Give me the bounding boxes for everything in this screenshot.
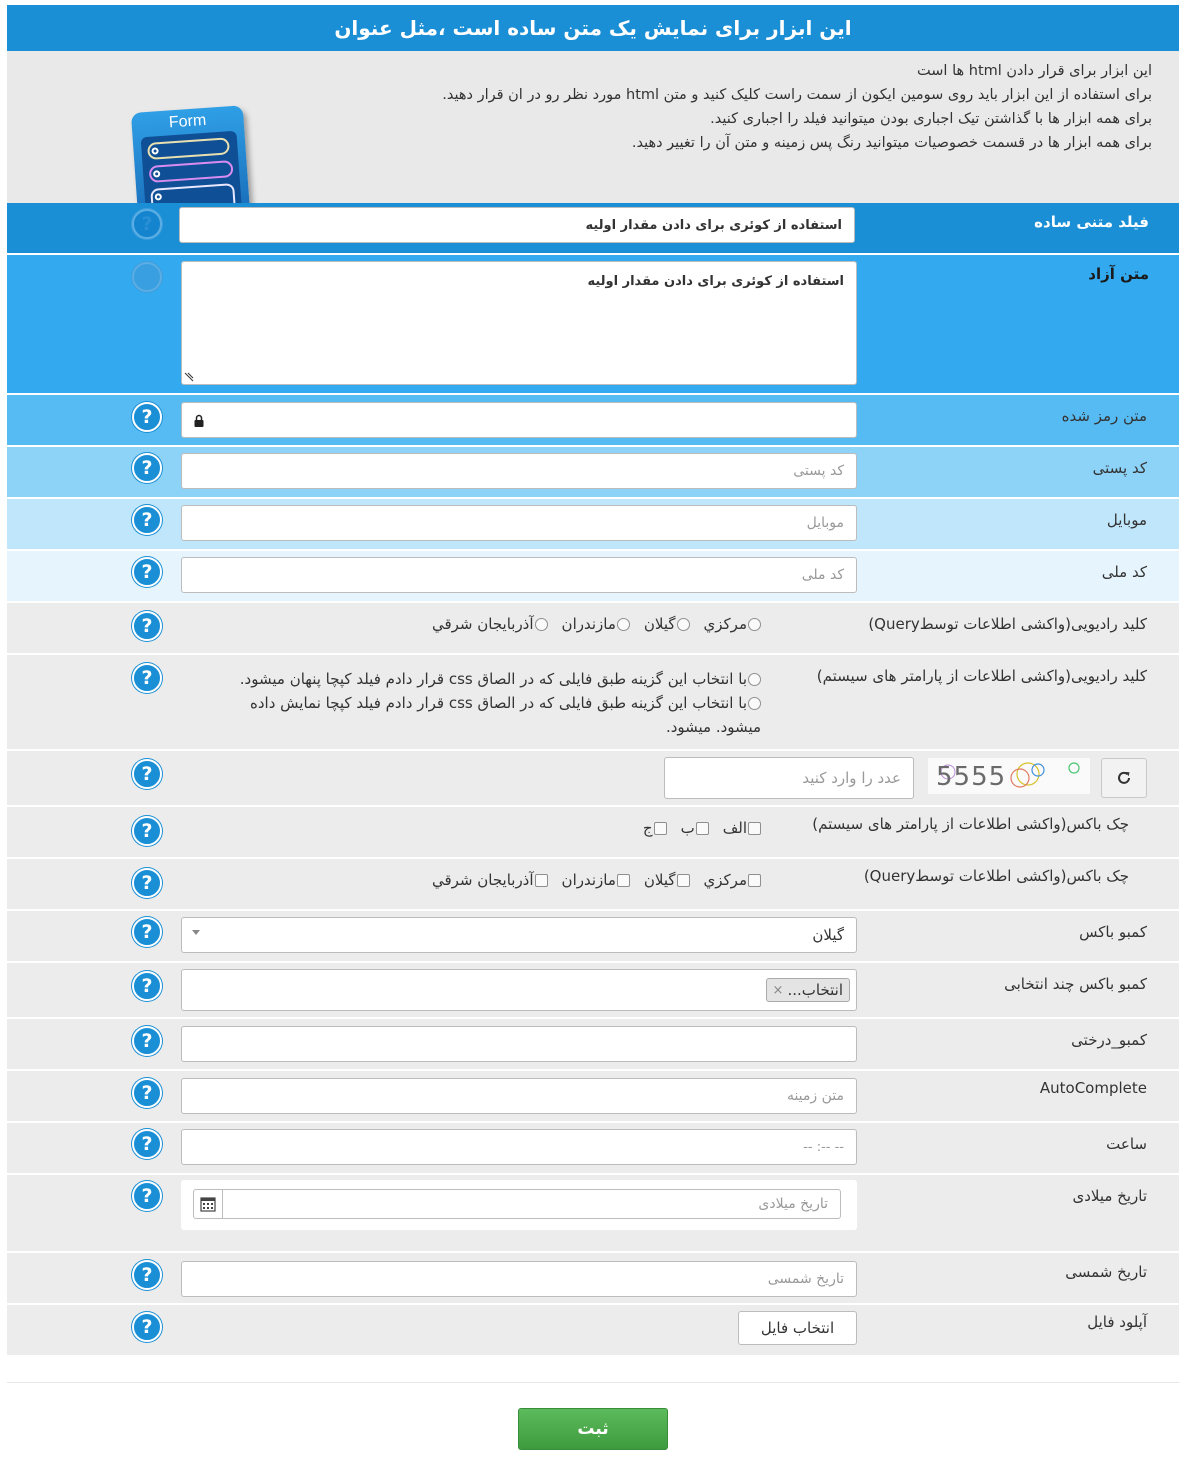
radio-option[interactable] (562, 615, 630, 633)
help-icon[interactable]: ? (132, 971, 162, 1001)
checkbox-option-label: آذربايجان شرقي (431, 871, 534, 889)
row-national-code (7, 551, 1179, 603)
field-label: موبایل (1106, 511, 1147, 529)
help-icon[interactable]: ? (132, 557, 162, 587)
resize-handle-icon[interactable] (183, 371, 195, 383)
checkbox[interactable] (535, 874, 548, 887)
captcha-refresh-button[interactable] (1101, 758, 1147, 798)
mobile-input[interactable]: موبایل (181, 505, 857, 541)
radio-option[interactable] (704, 615, 761, 633)
checkbox-option[interactable] (644, 871, 690, 889)
checkbox-option[interactable] (643, 819, 667, 837)
checkbox-option[interactable] (723, 819, 761, 837)
help-icon[interactable]: ? (132, 1026, 162, 1056)
help-icon[interactable]: ? (132, 402, 162, 432)
form-frame (7, 5, 1179, 1357)
row-checkbox-query (7, 859, 1179, 911)
chevron-down-icon (192, 930, 200, 935)
help-icon[interactable]: ? (132, 1181, 162, 1211)
intro-text (372, 59, 1152, 155)
row-password (7, 395, 1179, 447)
date-picker-wrapper (181, 1180, 857, 1230)
checkbox[interactable] (696, 822, 709, 835)
row-radio-system (7, 655, 1179, 751)
radio-option-label: مرکزي (703, 615, 747, 633)
row-postal-code (7, 447, 1179, 499)
radio-option-label: گيلان (643, 615, 676, 633)
calendar-button[interactable] (193, 1189, 223, 1219)
row-combo (7, 911, 1179, 963)
checkbox-option[interactable] (704, 871, 761, 889)
field-label: فیلد متنی ساده (1034, 213, 1149, 231)
captcha-code: 5555 (936, 762, 1007, 792)
logo-field-icon (147, 137, 230, 160)
field-label: کلید رادیویی(واکشی اطلاعات توسطQuery) (868, 615, 1147, 633)
calendar-icon (200, 1196, 216, 1212)
radio-button[interactable] (748, 673, 761, 686)
multi-combo-select[interactable] (181, 969, 857, 1011)
row-gregorian-date (7, 1175, 1179, 1253)
combo-selected-value: گیلان (812, 926, 844, 944)
checkbox-group-system (629, 819, 761, 837)
help-icon[interactable]: ? (132, 505, 162, 535)
combo-select[interactable] (181, 917, 857, 953)
free-text-area[interactable]: استفاده از کوئری برای دادن مقدار اولیه (181, 261, 857, 385)
row-autocomplete (7, 1071, 1179, 1123)
checkbox[interactable] (748, 874, 761, 887)
intro-line: برای همه ابزار ها با گذاشتن تیک اجباری بودن میتوانید فیلد را اجباری کنید. (710, 111, 1152, 127)
radio-option[interactable] (191, 691, 761, 715)
checkbox-option[interactable] (562, 871, 630, 889)
intro-line: برای همه ابزار ها در قسمت خصوصیات میتوانید رنگ پس زمینه و متن آن را تغییر دهید. (631, 135, 1152, 151)
field-label: متن آزاد (1088, 265, 1149, 283)
captcha-input[interactable]: عدد را وارد کنید (664, 757, 914, 799)
row-tree-combo (7, 1019, 1179, 1071)
gregorian-date-input[interactable]: تاریخ میلادی (221, 1189, 841, 1219)
checkbox-option-label: مرکزي (703, 871, 747, 889)
field-label: متن رمز شده (1061, 407, 1147, 425)
row-mobile (7, 499, 1179, 551)
radio-option-label: با انتخاب این گزینه طبق فایلی که در الصاق css قرار دادم فیلد کپچا پنهان میشود. (239, 670, 747, 688)
field-label: کمبو_درختی (1071, 1031, 1147, 1049)
national-code-input[interactable]: کد ملی (181, 557, 857, 593)
time-placeholder: -- :-- -- (803, 1139, 844, 1155)
close-icon[interactable]: × (772, 982, 784, 998)
help-icon[interactable]: ? (132, 917, 162, 947)
field-label: کد پستی (1092, 459, 1147, 477)
help-icon[interactable]: ? (132, 816, 162, 846)
lock-icon (194, 414, 204, 427)
radio-option[interactable] (432, 615, 548, 633)
row-multi-combo (7, 963, 1179, 1019)
field-label: چک باکس(واکشی اطلاعات توسطQuery) (863, 867, 1129, 885)
radio-option-label: آذربايجان شرقي (431, 615, 534, 633)
row-captcha (7, 751, 1179, 807)
radio-button[interactable] (535, 618, 548, 631)
field-label: کمبو باکس (1079, 923, 1147, 941)
choose-file-button[interactable]: انتخاب فایل (738, 1311, 857, 1345)
field-label: کلید رادیویی(واکشی اطلاعات از پارامتر های سیستم) (816, 667, 1147, 685)
field-label: تاریخ شمسی (1065, 1263, 1147, 1281)
time-input[interactable] (181, 1129, 857, 1165)
checkbox-option-label: گيلان (643, 871, 676, 889)
checkbox-option-label: الف (722, 819, 747, 837)
divider (7, 1382, 1179, 1383)
row-simple-text (7, 203, 1179, 255)
refresh-icon (1116, 770, 1132, 786)
help-icon[interactable]: ? (132, 611, 162, 641)
row-time (7, 1123, 1179, 1175)
help-icon[interactable]: ? (132, 209, 162, 239)
checkbox-option[interactable] (432, 871, 548, 889)
checkbox-group-query (418, 871, 761, 889)
radio-option[interactable] (644, 615, 690, 633)
row-radio-query (7, 603, 1179, 655)
radio-group-query (418, 615, 761, 633)
simple-text-input[interactable]: استفاده از کوئری برای دادن مقدار اولیه (179, 207, 855, 243)
autocomplete-input[interactable]: متن زمینه (181, 1078, 857, 1114)
checkbox-option-label: مازندران (561, 871, 616, 889)
checkbox-option-label: ج (642, 819, 653, 837)
row-shamsi-date (7, 1253, 1179, 1305)
radio-button[interactable] (748, 618, 761, 631)
help-icon[interactable]: ? (132, 759, 162, 789)
form-logo-text: Form (168, 111, 207, 132)
help-icon[interactable]: ? (132, 1312, 162, 1342)
radio-option-label: با انتخاب این گزینه طبق فایلی که در الصاق css قرار دادم فیلد کپچا نمایش داده (250, 694, 747, 712)
captcha-image (928, 758, 1090, 794)
intro-line: برای استفاده از این ابزار باید روی سومین ایکون از سمت راست کلیک کنید و متن html مورد نظر رو در ان قرار دهید. (442, 87, 1152, 103)
help-icon[interactable]: ? (132, 262, 162, 292)
radio-button[interactable] (677, 618, 690, 631)
help-icon[interactable]: ? (132, 868, 162, 898)
radio-option-label: میشود. میشود. (665, 718, 761, 736)
password-input[interactable] (181, 402, 857, 438)
help-icon[interactable]: ? (132, 663, 162, 693)
field-label: ساعت (1106, 1135, 1147, 1153)
field-label: تاریخ میلادی (1072, 1187, 1147, 1205)
postal-code-input[interactable]: کد پستی (181, 453, 857, 489)
row-file-upload (7, 1305, 1179, 1357)
help-icon[interactable]: ? (132, 1260, 162, 1290)
radio-option[interactable] (191, 667, 761, 691)
help-icon[interactable]: ? (132, 1078, 162, 1108)
selected-tag[interactable] (766, 978, 850, 1002)
radio-group-system (191, 667, 761, 739)
radio-option-label: مازندران (561, 615, 616, 633)
checkbox-option[interactable] (681, 819, 709, 837)
page-title: این ابزار برای نمایش یک متن ساده است ،مثل عنوان (7, 5, 1179, 51)
checkbox-option-label: ب (680, 819, 695, 837)
help-icon[interactable]: ? (132, 1129, 162, 1159)
intro-panel (7, 51, 1179, 203)
checkbox[interactable] (677, 874, 690, 887)
field-label: آپلود فایل (1087, 1313, 1147, 1331)
field-label: کمبو باکس چند انتخابی (1004, 975, 1147, 993)
selected-tag-label: انتخاب... (787, 981, 843, 999)
field-label: کد ملی (1101, 563, 1147, 581)
field-label: AutoComplete (1039, 1079, 1147, 1097)
checkbox[interactable] (654, 822, 667, 835)
checkbox[interactable] (748, 822, 761, 835)
row-checkbox-system (7, 807, 1179, 859)
radio-button[interactable] (617, 618, 630, 631)
logo-field-icon (149, 160, 234, 183)
submit-button[interactable]: ثبت (518, 1408, 668, 1450)
shamsi-date-input[interactable]: تاریخ شمسی (181, 1261, 857, 1297)
intro-line: این ابزار برای قرار دادن html ها است (917, 63, 1152, 79)
field-label: چک باکس(واکشی اطلاعات از پارامتر های سیستم) (812, 815, 1129, 833)
radio-button[interactable] (748, 697, 761, 710)
row-free-text (7, 255, 1179, 395)
help-icon[interactable]: ? (132, 453, 162, 483)
tree-combo-select[interactable] (181, 1026, 857, 1062)
checkbox[interactable] (617, 874, 630, 887)
